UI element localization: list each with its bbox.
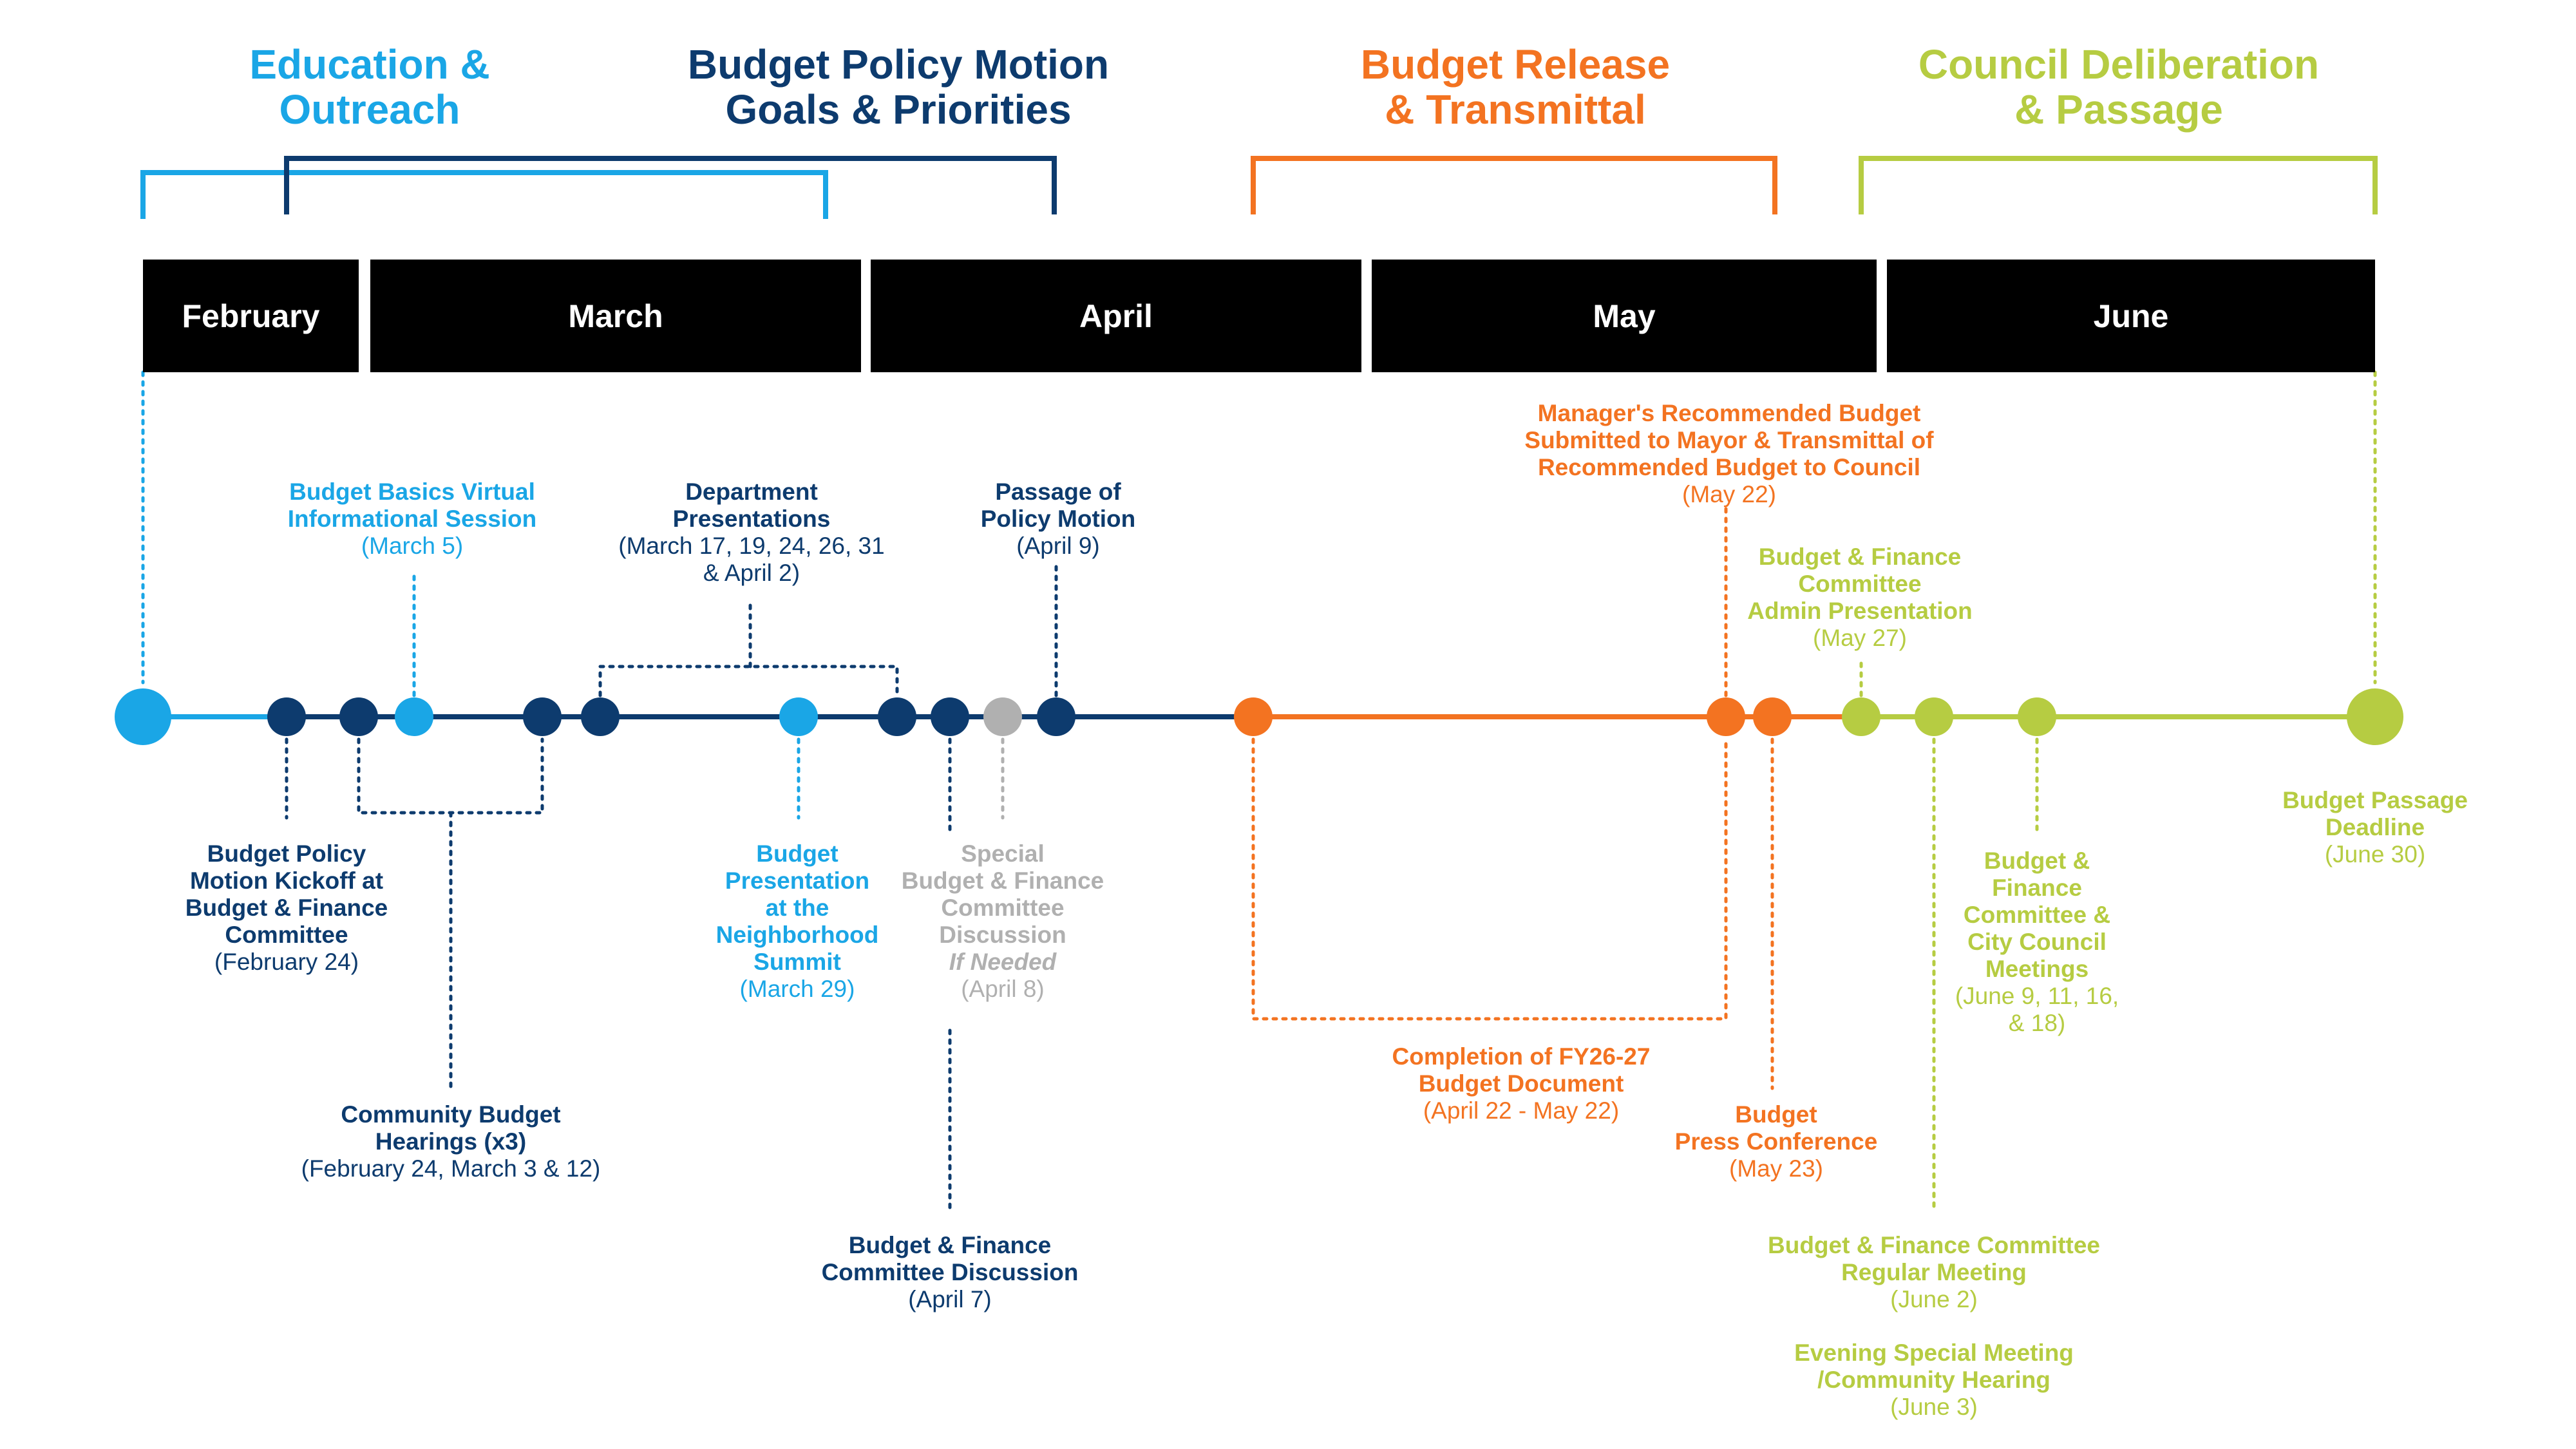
connector-fy-document xyxy=(1253,739,1726,1019)
press-conference-date: (May 23) xyxy=(1729,1155,1823,1182)
summit-line3: at the xyxy=(765,895,829,921)
dot-bfc-regular xyxy=(1915,697,1953,736)
summit-line4: Neighborhood xyxy=(715,922,879,948)
event-bfc-discussion xyxy=(822,1232,1079,1313)
education-bracket xyxy=(143,173,826,219)
evening-special-line2: /Community Hearing xyxy=(1817,1367,2050,1393)
bfc-admin-line3: Admin Presentation xyxy=(1747,598,1973,624)
event-passage-deadline xyxy=(2282,787,2468,868)
special-bfc-note: If Needed xyxy=(949,949,1057,975)
dot-bfc-admin xyxy=(1842,697,1880,736)
month-june: June xyxy=(1887,260,2375,372)
special-bfc-date: (April 8) xyxy=(961,976,1045,1002)
summit-line1: Budget xyxy=(756,840,838,867)
dot-neighborhood-summit xyxy=(779,697,818,736)
press-conference-line2: Press Conference xyxy=(1674,1128,1878,1155)
event-evening-special xyxy=(1794,1340,2074,1421)
bfc-city-council-date1: (June 9, 11, 16, xyxy=(1955,983,2119,1009)
dept-presentations-date2: & April 2) xyxy=(703,560,800,586)
dot-community-hearing-1 xyxy=(339,697,378,736)
bfc-regular-date: (June 2) xyxy=(1890,1286,1978,1312)
bfc-discussion-line1: Budget & Finance xyxy=(848,1232,1052,1258)
event-bfc-regular xyxy=(1768,1232,2100,1313)
policy-kickoff-date: (February 24) xyxy=(214,949,359,975)
special-bfc-line1: Special xyxy=(961,840,1045,867)
special-bfc-line2: Budget & Finance xyxy=(901,867,1104,894)
bfc-city-council-line3: Committee & xyxy=(1963,902,2111,928)
bfc-city-council-line2: Finance xyxy=(1992,875,2082,901)
budget-basics-line1: Budget Basics Virtual xyxy=(289,478,535,505)
passage-policy-line1: Passage of xyxy=(995,478,1121,505)
dot-fy-document-start xyxy=(1234,697,1273,736)
month-march: March xyxy=(370,260,861,372)
dept-presentations-line1: Department xyxy=(685,478,818,505)
phase-policy-motion xyxy=(688,42,1109,132)
dot-managers-budget xyxy=(1707,697,1745,736)
budget-basics-date: (March 5) xyxy=(361,533,464,559)
bfc-regular-line2: Regular Meeting xyxy=(1841,1259,2027,1285)
dot-bfc-discussion xyxy=(931,697,969,736)
phase-education-outreach xyxy=(249,42,489,132)
dot-press-conference xyxy=(1753,697,1792,736)
summit-line5: Summit xyxy=(753,949,841,975)
summit-line2: Presentation xyxy=(724,867,870,894)
phase-release-line1: Budget Release xyxy=(1360,41,1671,88)
dot-budget-basics xyxy=(395,697,433,736)
event-policy-kickoff xyxy=(185,840,388,976)
event-dept-presentations xyxy=(618,478,884,587)
dot-passage-policy xyxy=(1037,697,1075,736)
phase-education-line1: Education & xyxy=(249,41,490,88)
phase-council-line1: Council Deliberation xyxy=(1918,41,2320,88)
bfc-city-council-line5: Meetings xyxy=(1985,956,2089,982)
event-fy-document xyxy=(1392,1043,1651,1124)
dot-community-hearing-3 xyxy=(523,697,562,736)
summit-date: (March 29) xyxy=(739,976,855,1002)
event-passage-policy xyxy=(981,478,1136,560)
event-bfc-admin xyxy=(1747,544,1973,652)
connector-hearings xyxy=(359,739,542,813)
fy-document-line1: Completion of FY26-27 xyxy=(1392,1043,1651,1070)
community-hearings-line1: Community Budget xyxy=(341,1101,561,1128)
passage-deadline-line2: Deadline xyxy=(2325,814,2425,840)
special-bfc-line3: Committee xyxy=(941,895,1065,921)
event-budget-basics xyxy=(288,478,537,560)
bfc-city-council-date2: & 18) xyxy=(2008,1010,2066,1036)
policy-bracket xyxy=(287,158,1054,214)
managers-budget-date: (May 22) xyxy=(1682,481,1776,507)
policy-kickoff-line4: Committee xyxy=(225,922,348,948)
event-special-bfc xyxy=(902,840,1104,1003)
event-bfc-city-council xyxy=(1955,848,2119,1037)
event-press-conference xyxy=(1675,1101,1878,1182)
release-bracket xyxy=(1253,158,1775,214)
policy-kickoff-line1: Budget Policy xyxy=(207,840,366,867)
dot-policy-kickoff xyxy=(267,697,306,736)
passage-deadline-line1: Budget Passage xyxy=(2282,787,2468,813)
dot-passage-deadline xyxy=(2347,688,2403,745)
evening-special-date: (June 3) xyxy=(1890,1394,1978,1420)
budget-basics-line2: Informational Session xyxy=(287,506,537,532)
managers-budget-line3: Recommended Budget to Council xyxy=(1537,454,1921,480)
dot-timeline-start xyxy=(115,688,171,745)
dept-presentations-date1: (March 17, 19, 24, 26, 31 xyxy=(618,533,885,559)
bfc-city-council-line4: City Council xyxy=(1967,929,2107,955)
phase-council-deliberation xyxy=(1918,42,2319,132)
phase-release-line2: & Transmittal xyxy=(1385,86,1646,133)
press-conference-line1: Budget xyxy=(1735,1101,1817,1128)
event-community-hearings xyxy=(301,1101,601,1182)
community-hearings-line2: Hearings (x3) xyxy=(375,1128,527,1155)
connector-dept-presentations xyxy=(600,667,897,696)
month-february: February xyxy=(143,260,359,372)
bfc-discussion-line2: Committee Discussion xyxy=(821,1259,1079,1285)
dot-dept-presentations-start xyxy=(581,697,620,736)
event-managers-budget xyxy=(1524,400,1933,508)
policy-kickoff-line2: Motion Kickoff at xyxy=(189,867,384,894)
evening-special-line1: Evening Special Meeting xyxy=(1794,1340,2074,1366)
bfc-discussion-date: (April 7) xyxy=(908,1286,992,1312)
month-april: April xyxy=(871,260,1361,372)
dot-bfc-city-council xyxy=(2018,697,2056,736)
month-may: May xyxy=(1372,260,1877,372)
managers-budget-line1: Manager's Recommended Budget xyxy=(1537,400,1921,426)
phase-budget-release xyxy=(1361,42,1670,132)
policy-kickoff-line3: Budget & Finance xyxy=(185,895,388,921)
bfc-admin-date: (May 27) xyxy=(1813,625,1907,651)
event-neighborhood-summit xyxy=(716,840,879,1003)
dept-presentations-line2: Presentations xyxy=(672,506,831,532)
special-bfc-line4: Discussion xyxy=(939,922,1066,948)
phase-policy-line2: Goals & Priorities xyxy=(725,86,1072,133)
dot-special-bfc xyxy=(983,697,1022,736)
passage-policy-line2: Policy Motion xyxy=(980,506,1136,532)
passage-policy-date: (April 9) xyxy=(1016,533,1100,559)
passage-deadline-date: (June 30) xyxy=(2324,841,2426,867)
phase-education-line2: Outreach xyxy=(279,86,460,133)
community-hearings-date: (February 24, March 3 & 12) xyxy=(301,1155,601,1182)
dot-dept-presentations-end xyxy=(878,697,916,736)
phase-council-line2: & Passage xyxy=(2014,86,2223,133)
council-bracket xyxy=(1861,158,2375,214)
bfc-regular-line1: Budget & Finance Committee xyxy=(1768,1232,2100,1258)
bfc-admin-line1: Budget & Finance xyxy=(1758,544,1962,570)
fy-document-date: (April 22 - May 22) xyxy=(1423,1097,1620,1124)
bfc-city-council-line1: Budget & xyxy=(1984,848,2090,874)
phase-policy-line1: Budget Policy Motion xyxy=(687,41,1110,88)
bfc-admin-line2: Committee xyxy=(1798,571,1922,597)
managers-budget-line2: Submitted to Mayor & Transmittal of xyxy=(1524,427,1934,453)
fy-document-line2: Budget Document xyxy=(1418,1070,1624,1097)
